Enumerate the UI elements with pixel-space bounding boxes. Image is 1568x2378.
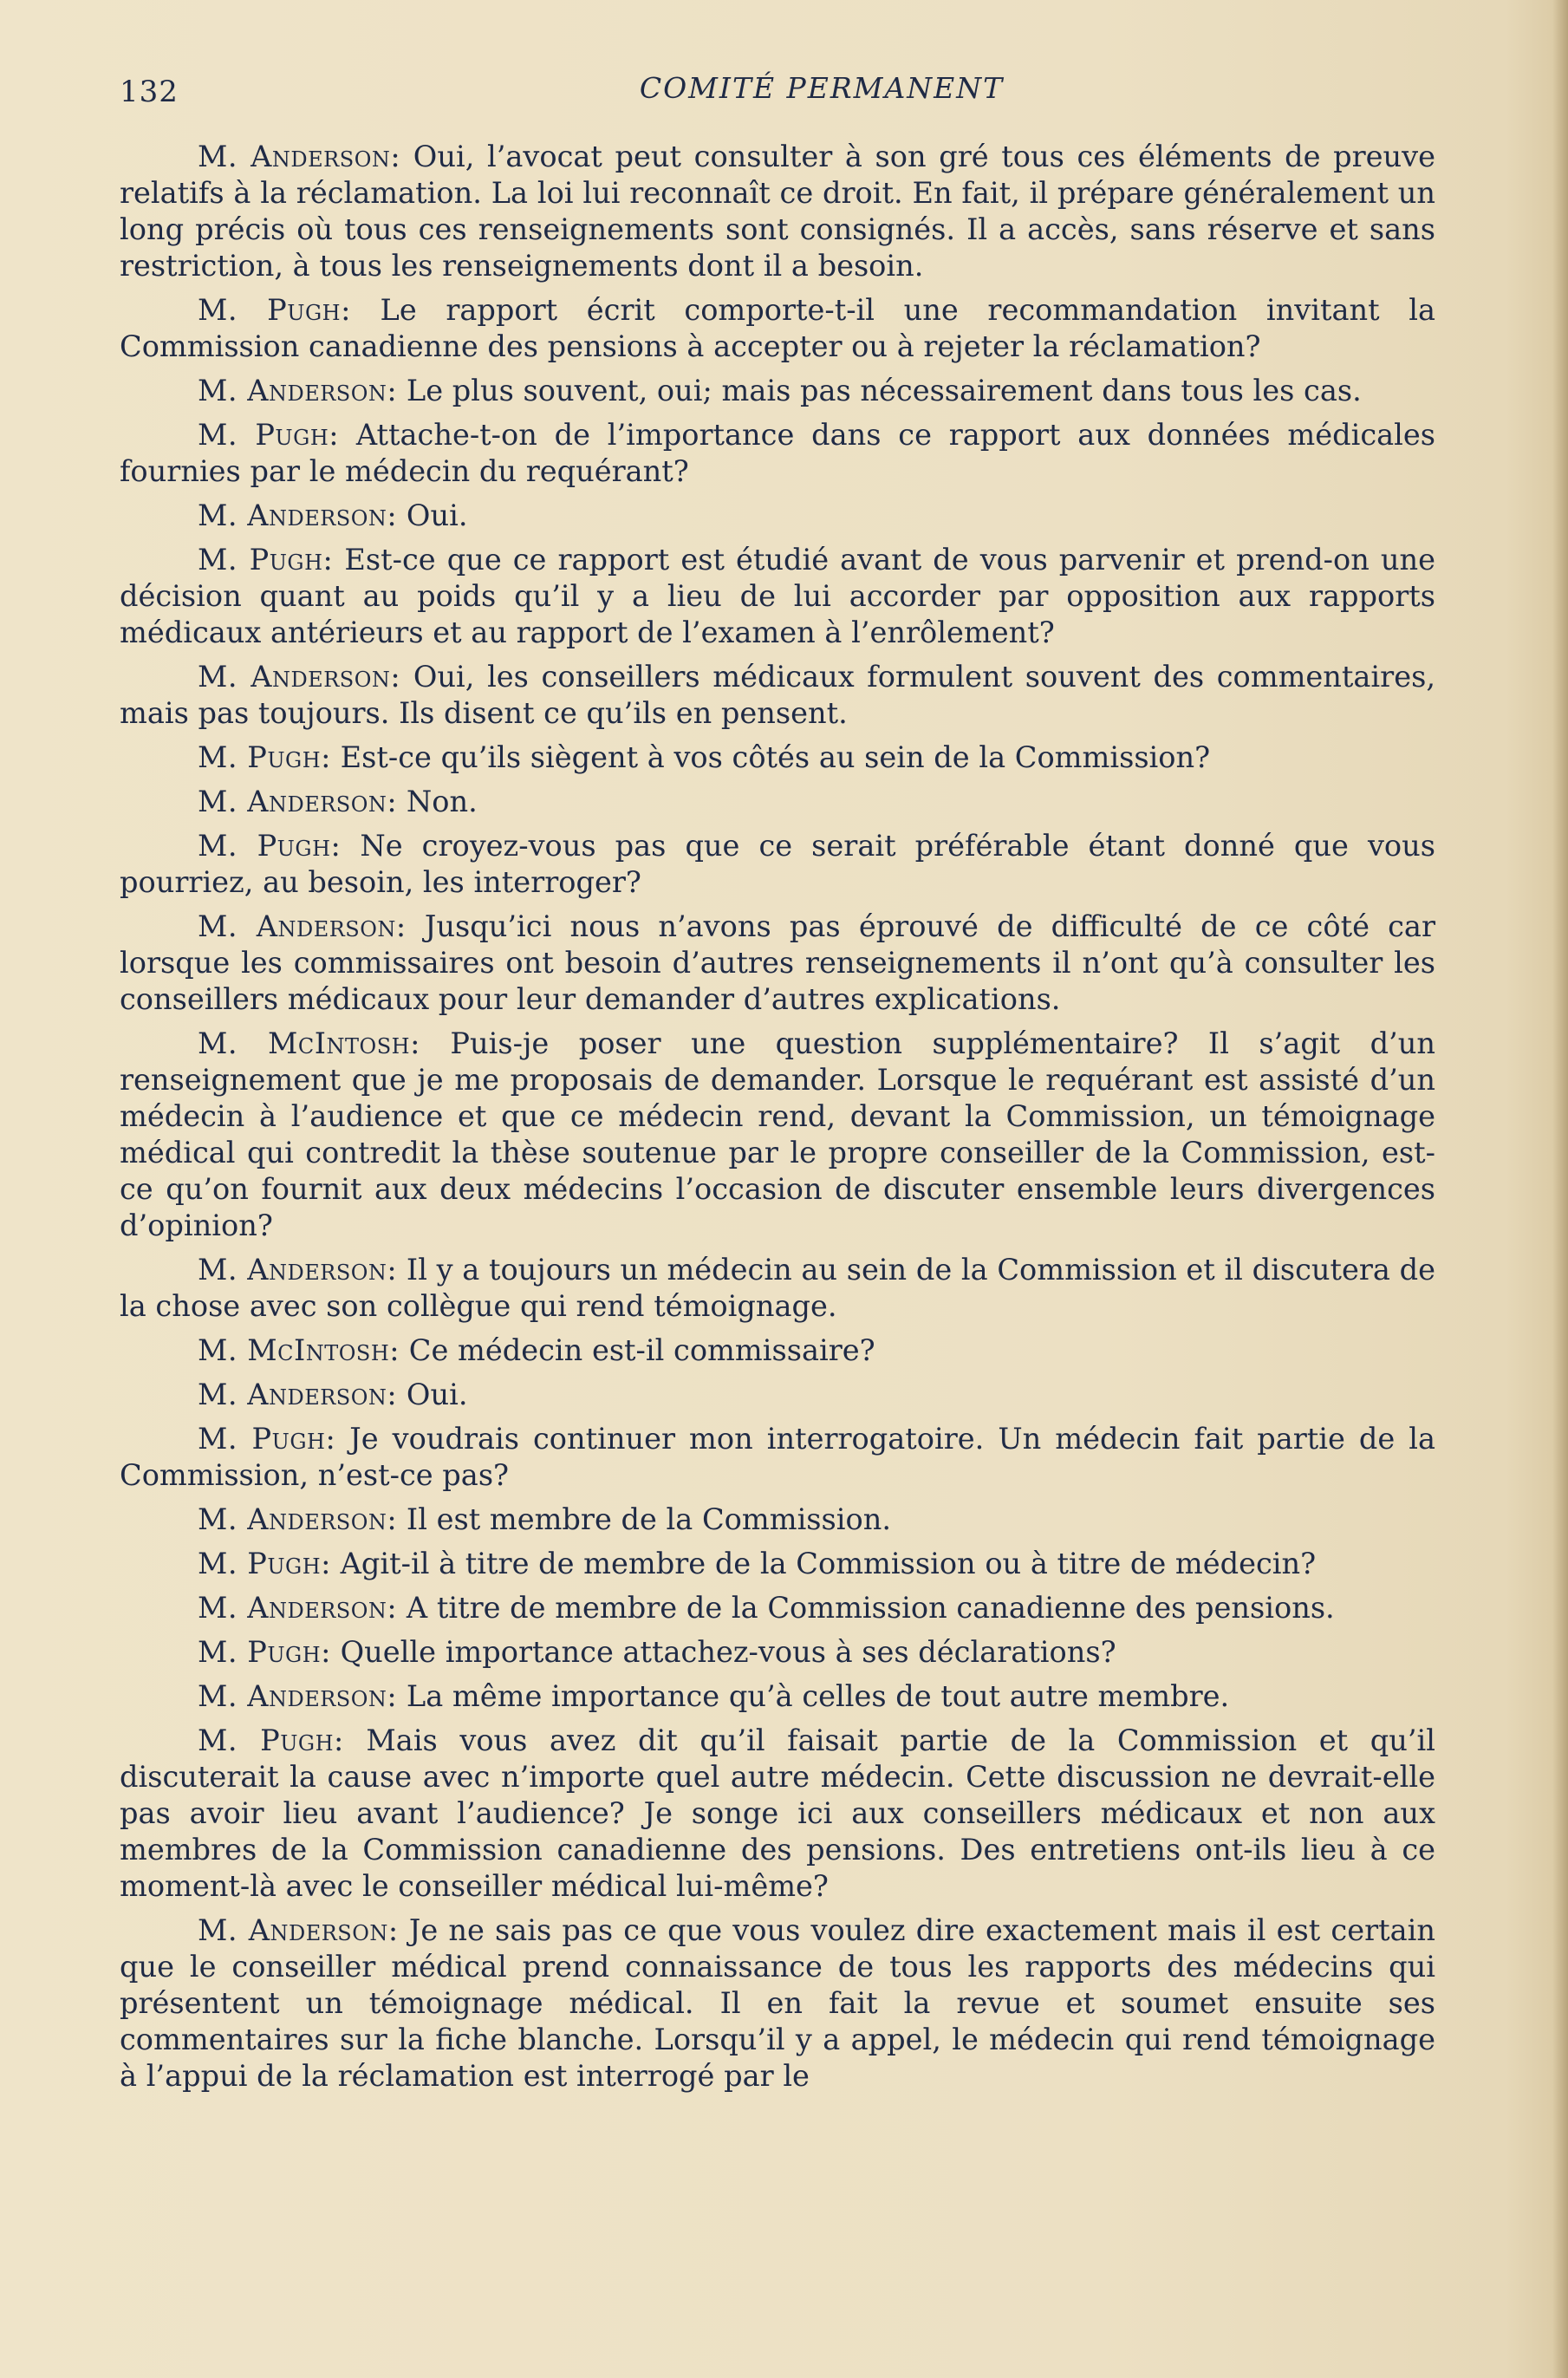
transcript-paragraph [120,542,1435,651]
transcript-paragraph [120,828,1435,901]
speaker-name: M. Pugh: [198,1723,344,1757]
paragraph-text: Oui, les conseillers médicaux formulent souvent des commentaires, mais pas toujours. Ils disent ce qu’ils en pensent. [120,660,1435,730]
paragraph-text: Je ne sais pas ce que vous voulez dire exactement mais il est certain que le conseiller médical prend connaissance de tous les rapports des médecins qui présentent un témoignage médical. Il en fait la revue et soumet ensuite ses commentaires sur la fiche blanche. Lorsqu’il y a appel, le médecin qui rend témoignage à l’appui de la réclamation est interrogé par le [120,1913,1436,2093]
paragraph-text: Attache-t-on de l’importance dans ce rapport aux données médicales fournies par le médecin du requérant? [120,418,1435,488]
speaker-name: M. McIntosh: [198,1026,420,1060]
transcript-paragraph [120,1252,1435,1325]
transcript-paragraph [120,292,1435,365]
speaker-name: M. Anderson: [198,1913,399,1947]
transcript-body [120,139,1435,2102]
speaker-name: M. Anderson: [198,140,401,173]
speaker-name: M. Anderson: [198,909,407,943]
transcript-paragraph [120,1026,1435,1244]
speaker-name: M. Anderson: [198,1253,398,1287]
transcript-paragraph [120,1546,1435,1582]
speaker-name: M. Pugh: [198,1422,336,1456]
speaker-name: M. Anderson: [198,785,398,818]
speaker-name: M. Anderson: [198,1591,398,1625]
speaker-name: M. Anderson: [198,1378,398,1411]
transcript-paragraph [120,1678,1435,1715]
paragraph-text: Il est membre de la Commission. [397,1502,892,1536]
paragraph-text: Ce médecin est-il commissaire? [400,1333,875,1367]
speaker-name: M. Pugh: [198,293,351,327]
paragraph-text: Oui. [397,1378,468,1411]
speaker-name: M. Pugh: [198,1547,331,1580]
paragraph-text: Mais vous avez dit qu’il faisait partie de la Commission et qu’il discuterait la cause avec n’importe quel autre médecin. Cette discussion ne devrait-elle pas avoir lieu avant l’audience? Je songe ici aux conseillers médicaux et non aux membres de la Commission canadienne des pensions. Des entretiens ont-ils lieu à ce moment-là avec le conseiller médical lui-même? [120,1723,1435,1903]
speaker-name: M. Pugh: [198,740,331,774]
paragraph-text: Le plus souvent, oui; mais pas nécessairement dans tous les cas. [397,374,1362,407]
speaker-name: M. Pugh: [198,1635,331,1669]
transcript-paragraph [120,417,1435,490]
paragraph-text: Puis-je poser une question supplémentaire? Il s’agit d’un renseignement que je me proposais de demander. Lorsque le requérant est assisté d’un médecin à l’audience et que ce médecin rend, devant la Commission, un témoignage médical qui contredit la thèse soutenue par le propre conseiller de la Commission, est-ce qu’on fournit aux deux médecins l’occasion de discuter ensemble leurs divergences d’opinion? [120,1026,1435,1242]
page-edge-shadow [1552,0,1568,2378]
paragraph-text: A titre de membre de la Commission canadienne des pensions. [397,1591,1335,1625]
speaker-name: M. Anderson: [198,498,398,532]
transcript-paragraph [120,659,1435,732]
paragraph-text: Oui, l’avocat peut consulter à son gré tous ces éléments de preuve relatifs à la réclamation. La loi lui reconnaît ce droit. En fait, il prépare généralement un long précis où tous ces renseignements sont consignés. Il a accès, sans réserve et sans restriction, à tous les renseignements dont il a besoin. [120,140,1435,283]
paragraph-text: Quelle importance attachez-vous à ses déclarations? [330,1635,1116,1669]
speaker-name: M. Pugh: [198,543,334,577]
speaker-name: M. McIntosh: [198,1333,400,1367]
paragraph-text: Le rapport écrit comporte-t-il une recommandation invitant la Commission canadienne des pensions à accepter ou à rejeter la réclamation? [120,293,1435,363]
paragraph-text: Agit-il à titre de membre de la Commission ou à titre de médecin? [330,1547,1317,1580]
transcript-paragraph [120,784,1435,820]
paragraph-text: Jusqu’ici nous n’avons pas éprouvé de difficulté de ce côté car lorsque les commissaires ont besoin d’autres renseignements il n’ont qu’à consulter les conseillers médicaux pour leur demander d’autres explications. [120,909,1435,1016]
speaker-name: M. Anderson: [198,660,401,694]
speaker-name: M. Pugh: [198,418,340,452]
paragraph-text: Je voudrais continuer mon interrogatoire. Un médecin fait partie de la Commission, n’est-ce pas? [120,1422,1435,1492]
transcript-paragraph [120,498,1435,534]
speaker-name: M. Anderson: [198,1502,398,1536]
transcript-paragraph [120,373,1435,409]
transcript-paragraph [120,739,1435,776]
transcript-paragraph [120,909,1435,1018]
transcript-paragraph [120,139,1435,284]
transcript-paragraph [120,1332,1435,1369]
speaker-name: M. Anderson: [198,374,398,407]
paragraph-text: Oui. [397,498,468,532]
transcript-paragraph [120,1634,1435,1671]
transcript-paragraph [120,1590,1435,1626]
paragraph-text: La même importance qu’à celles de tout autre membre. [397,1679,1230,1713]
transcript-paragraph [120,1377,1435,1413]
paragraph-text: Non. [397,785,478,818]
speaker-name: M. Pugh: [198,829,342,863]
page-header [120,68,1446,111]
transcript-paragraph [120,1912,1435,2095]
paragraph-text: Il y a toujours un médecin au sein de la Commission et il discutera de la chose avec son collègue qui rend témoignage. [120,1253,1435,1323]
paragraph-text: Est-ce qu’ils siègent à vos côtés au sein de la Commission? [330,740,1211,774]
transcript-paragraph [120,1723,1435,1905]
transcript-paragraph [120,1502,1435,1538]
paragraph-text: Ne croyez-vous pas que ce serait préférable étant donné que vous pourriez, au besoin, les interroger? [120,829,1435,899]
paragraph-text: Est-ce que ce rapport est étudié avant de vous parvenir et prend-on une décision quant au poids qu’il y a lieu de lui accorder par opposition aux rapports médicaux antérieurs et au rapport de l’examen à l’enrôlement? [120,543,1435,649]
running-title: COMITÉ PERMANENT [639,71,1005,105]
speaker-name: M. Anderson: [198,1679,398,1713]
page-number: 132 [120,75,179,109]
transcript-paragraph [120,1421,1435,1494]
